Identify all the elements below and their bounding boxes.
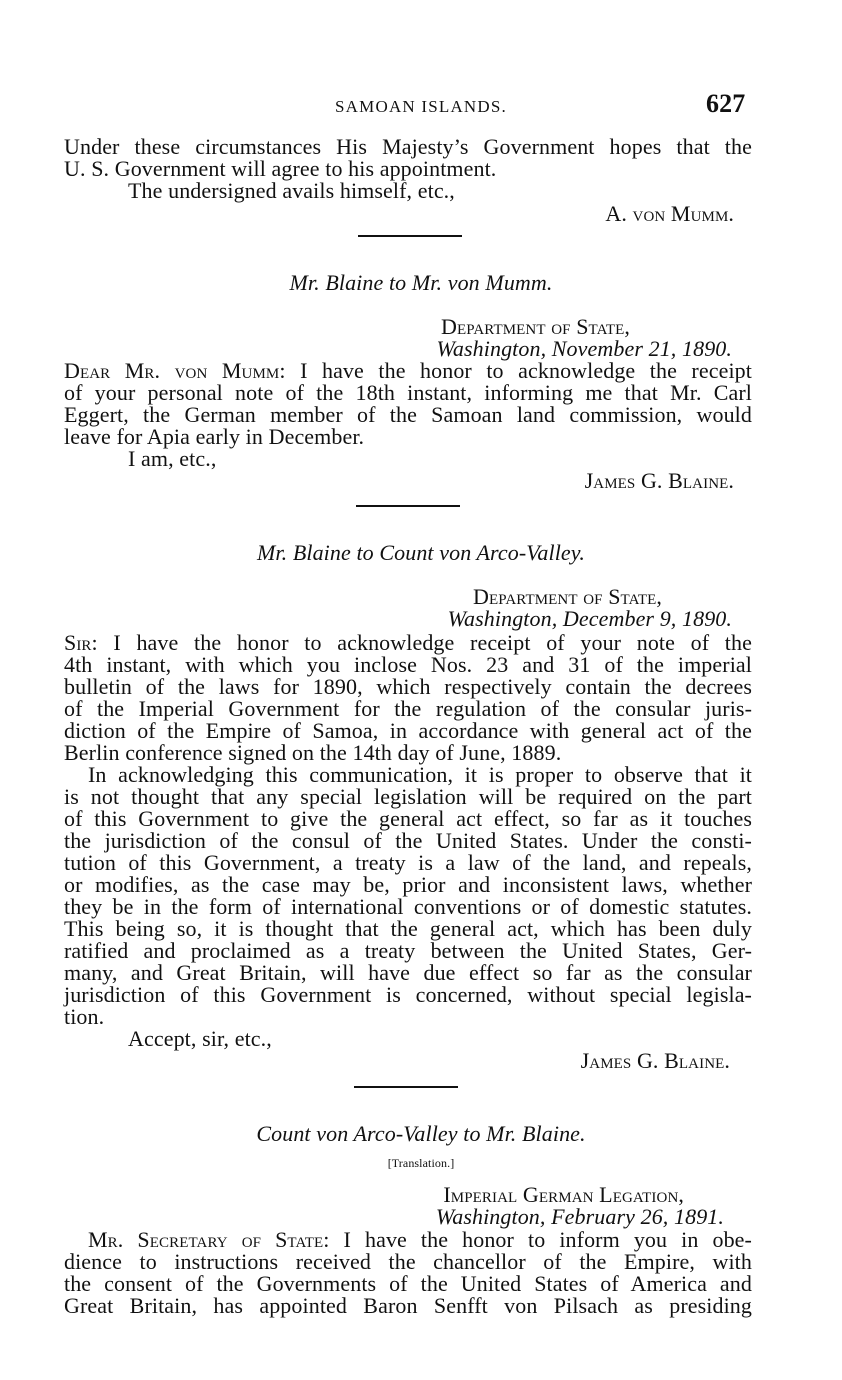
text-line: [64, 632, 752, 654]
text-line: of the Imperial Government for the regulation of the consular juris-: [64, 696, 752, 721]
translation-note: [Translation.]: [387, 1156, 455, 1170]
text-line: or modifies, as the case may be, prior and inconsistent laws, whether: [64, 872, 752, 897]
salutation: Mr. Secretary of State:: [88, 1227, 330, 1252]
text-line: This being so, it is thought that the general act, which has been duly: [64, 916, 752, 941]
text-line: the consent of the Governments of the United States of America and: [64, 1271, 752, 1296]
sender-legation: Imperial German Legation,: [443, 1182, 684, 1207]
signature: James G. Blaine.: [580, 1048, 730, 1073]
letter-heading: Mr. Blaine to Count von Arco-Valley.: [256, 540, 586, 565]
signature: James G. Blaine.: [584, 468, 734, 493]
running-title: SAMOAN ISLANDS.: [335, 97, 507, 116]
text-line: diction of the Empire of Samoa, in accordance with general act of the: [64, 718, 752, 743]
page-number: 627: [706, 89, 746, 118]
letter-date: Washington, February 26, 1891.: [435, 1204, 724, 1229]
text-line: ratified and proclaimed as a treaty between the United States, Ger-: [64, 938, 752, 963]
text-line: tion.: [64, 1004, 105, 1029]
text-line: U. S. Government will agree to his appointment.: [64, 156, 497, 181]
signature: A. von Mumm.: [605, 201, 734, 226]
text-span: I have the honor to inform you in obe-: [343, 1227, 752, 1252]
text-line: Great Britain, has appointed Baron Senfft von Pilsach as presiding: [64, 1293, 752, 1318]
text-line: leave for Apia early in December.: [64, 424, 365, 449]
text-line: In acknowledging this communication, it is proper to observe that it: [88, 762, 752, 787]
sender-department: Department of State,: [473, 584, 662, 609]
section-divider: [354, 1086, 458, 1088]
text-line: many, and Great Britain, will have due effect so far as the consular: [64, 960, 752, 985]
text-line: The undersigned avails himself, etc.,: [128, 178, 455, 203]
text-line: [88, 1229, 752, 1251]
text-line: Berlin conference signed on the 14th day of June, 1889.: [64, 740, 562, 765]
text-line: of this Government to give the general act effect, so far as it touches: [64, 806, 752, 831]
salutation: Sir:: [64, 630, 98, 655]
letter-heading: Mr. Blaine to Mr. von Mumm.: [289, 270, 553, 295]
text-line: dience to instructions received the chancellor of the Empire, with: [64, 1249, 752, 1274]
text-line: of your personal note of the 18th instant, informing me that Mr. Carl: [64, 380, 752, 405]
text-line: [64, 360, 752, 382]
text-line: 4th instant, with which you inclose Nos. 23 and 31 of the imperial: [64, 652, 752, 677]
salutation: Dear Mr. von Mumm:: [64, 358, 286, 383]
section-divider: [356, 505, 460, 507]
text-line: bulletin of the laws for 1890, which respectively contain the decrees: [64, 674, 752, 699]
closing: I am, etc.,: [128, 446, 217, 471]
text-line: jurisdiction of this Government is concerned, without special legisla-: [64, 982, 752, 1007]
text-line: Eggert, the German member of the Samoan land commission, would: [64, 402, 752, 427]
closing: Accept, sir, etc.,: [128, 1026, 272, 1051]
letter-heading: Count von Arco-Valley to Mr. Blaine.: [256, 1121, 586, 1146]
text-span: I have the honor to acknowledge receipt of your note of the: [113, 630, 752, 655]
sender-department: Department of State,: [441, 314, 630, 339]
text-line: tution of this Government, a treaty is a law of the land, and repeals,: [64, 850, 752, 875]
text-span: I have the honor to acknowledge the receipt: [300, 358, 752, 383]
text-line: the jurisdiction of the consul of the United States. Under the consti-: [64, 828, 752, 853]
letter-date: Washington, December 9, 1890.: [447, 606, 732, 631]
section-divider: [358, 235, 462, 237]
text-line: Under these circumstances His Majesty’s Government hopes that the: [64, 134, 752, 159]
letter-date: Washington, November 21, 1890.: [436, 336, 732, 361]
text-line: they be in the form of international conventions or of domestic statutes.: [64, 894, 752, 919]
text-line: is not thought that any special legislation will be required on the part: [64, 784, 752, 809]
